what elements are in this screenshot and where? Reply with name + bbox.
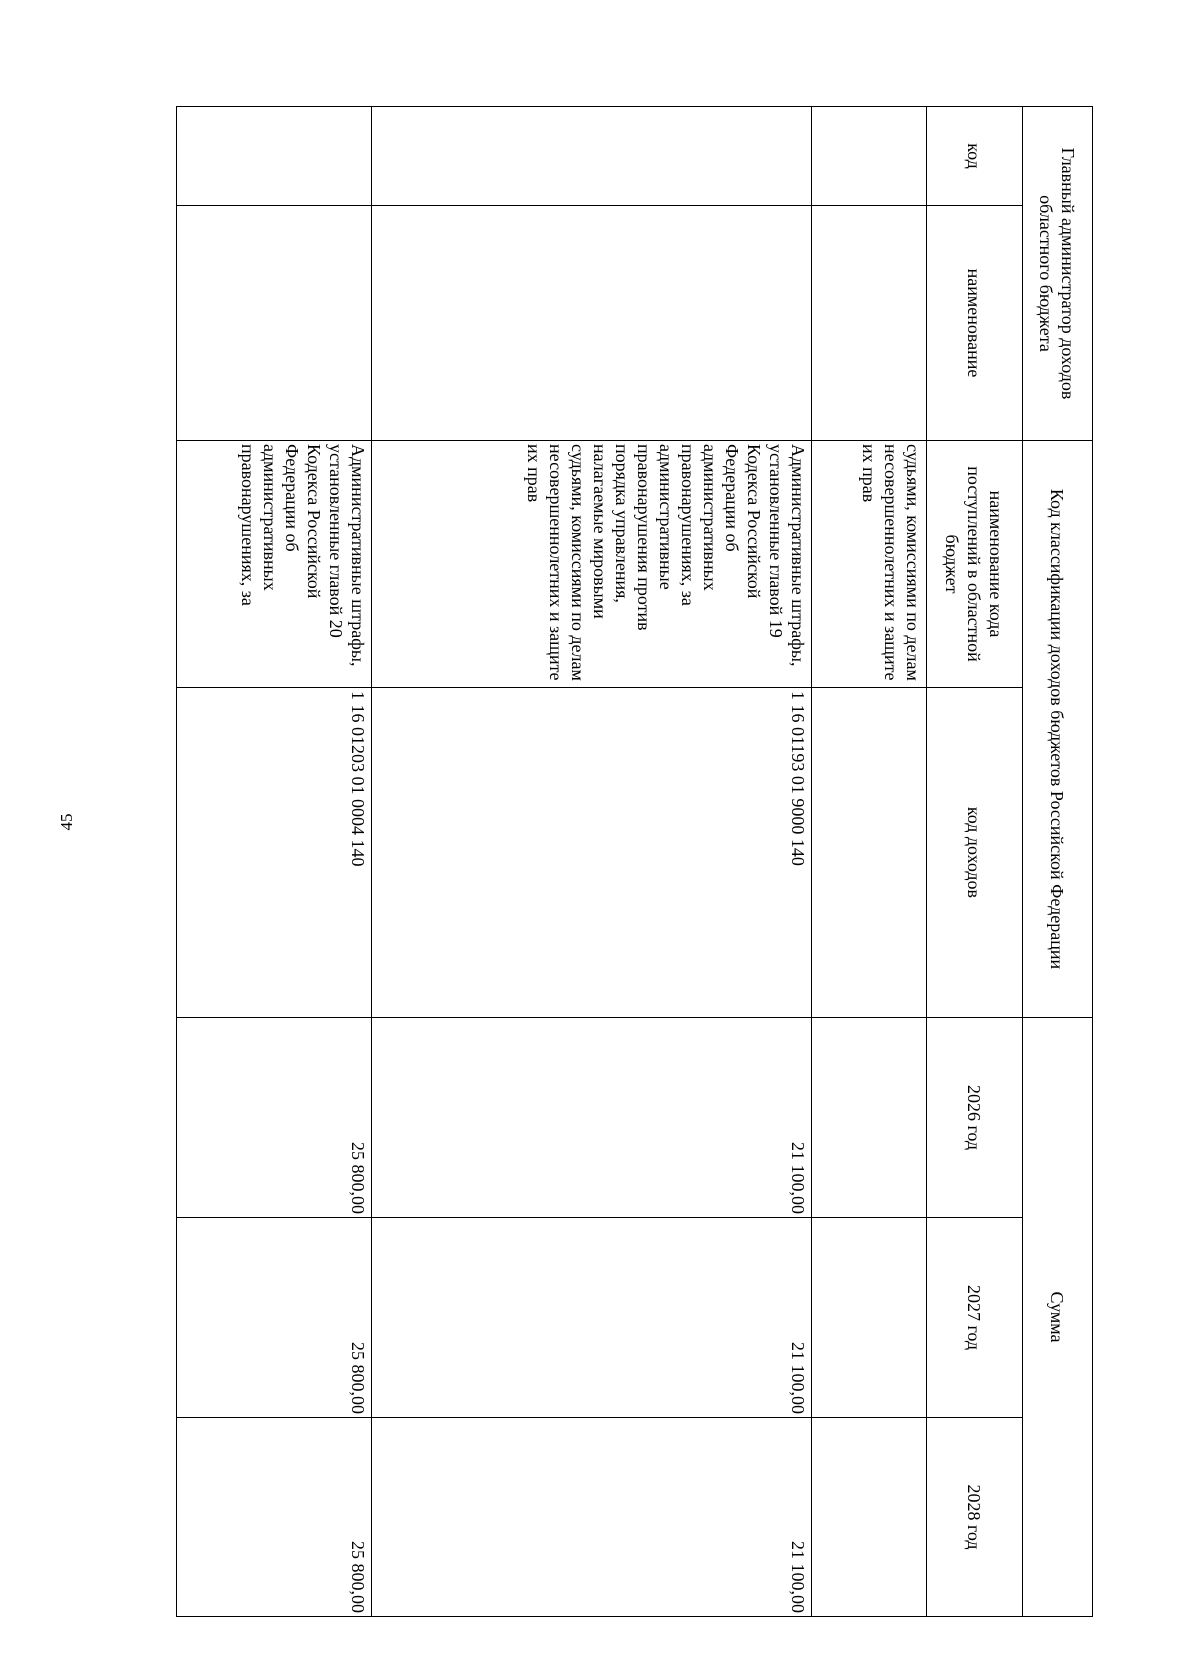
cell-income-name: судьями, комиссиями по делам несовершеннолетних и защите их прав <box>812 441 927 688</box>
budget-income-table <box>176 106 1093 1617</box>
table-row <box>812 107 927 1617</box>
header-code: код <box>927 107 1023 206</box>
header-income-code: код доходов <box>927 688 1023 1018</box>
header-income-name: наименование кода поступлений в областной бюджет <box>927 441 1023 688</box>
rotated-page <box>177 106 1093 1616</box>
cell-name <box>812 206 927 441</box>
header-2028: 2028 год <box>927 1418 1023 1617</box>
cell-income-code: 1 16 01193 01 9000 140 <box>372 688 812 1018</box>
cell-2026: 25 800,00 <box>177 1018 372 1218</box>
cell-income-name: Административные штрафы, установленные главой 19 Кодекса Российской Федерации об административных правонарушениях, за административные правонарушения против порядка управления, налагаемые мировыми судьями, комиссиями по делам несовершеннолетних и защите их прав <box>372 441 812 688</box>
cell-income-name: Административные штрафы, установленные главой 20 Кодекса Российской Федерации об административных правонарушениях, за <box>177 441 372 688</box>
cell-2027: 25 800,00 <box>177 1218 372 1418</box>
header-admin-group: Главный администратор доходов областного бюджета <box>1023 107 1093 441</box>
cell-name <box>372 206 812 441</box>
header-2026: 2026 год <box>927 1018 1023 1218</box>
header-name: наименование <box>927 206 1023 441</box>
table-row <box>372 107 812 1617</box>
table-row <box>177 107 372 1617</box>
cell-code <box>372 107 812 206</box>
cell-2028: 25 800,00 <box>177 1418 372 1617</box>
cell-2027 <box>812 1218 927 1418</box>
header-sub-row <box>927 107 1023 1617</box>
cell-2027: 21 100,00 <box>372 1218 812 1418</box>
header-2027: 2027 год <box>927 1218 1023 1418</box>
cell-2026: 21 100,00 <box>372 1018 812 1218</box>
cell-income-code <box>812 688 927 1018</box>
cell-code <box>812 107 927 206</box>
header-group-row <box>1023 107 1093 1617</box>
header-code-group: Код классификации доходов бюджетов Российской Федерации <box>1023 441 1093 1018</box>
cell-name <box>177 206 372 441</box>
page-number: 45 <box>57 813 76 831</box>
cell-2028 <box>812 1418 927 1617</box>
cell-2026 <box>812 1018 927 1218</box>
cell-income-code: 1 16 01203 01 0004 140 <box>177 688 372 1018</box>
header-sum-group: Сумма <box>1023 1018 1093 1617</box>
cell-code <box>177 107 372 206</box>
cell-2028: 21 100,00 <box>372 1418 812 1617</box>
